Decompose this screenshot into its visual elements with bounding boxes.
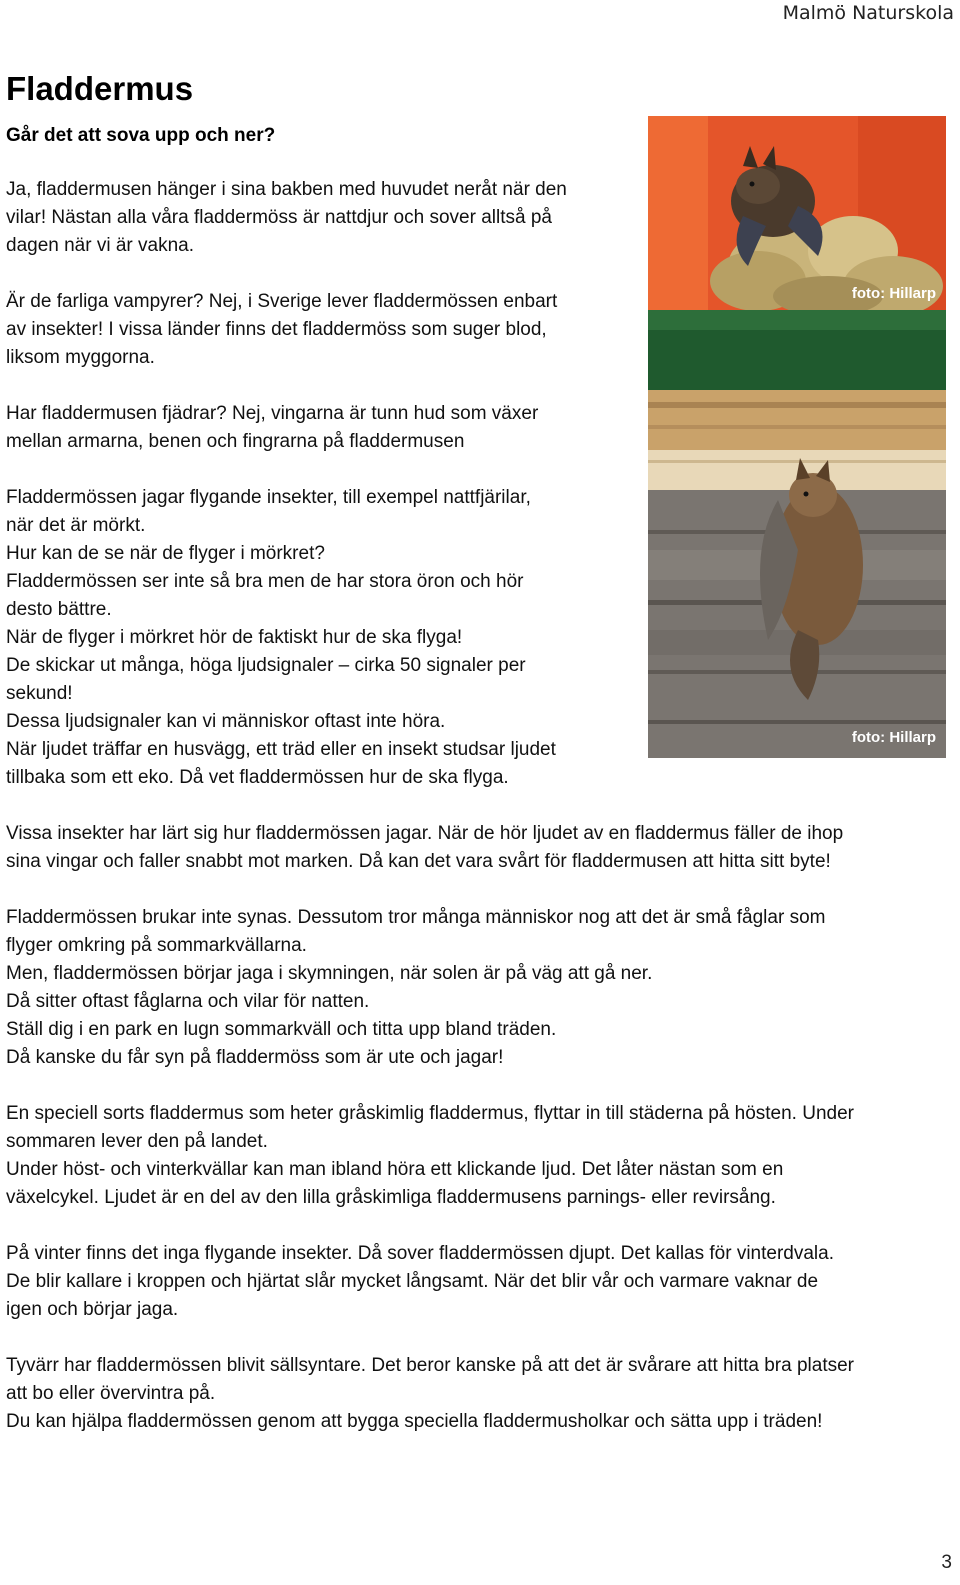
text-line: Har fladdermusen fjädrar? Nej, vingarna är tunn hud som växer: [6, 403, 539, 424]
text-line: Fladdermössen jagar flygande insekter, till exempel nattfjärilar,: [6, 487, 531, 508]
photo-credit: foto: Hillarp: [851, 729, 936, 746]
paragraph: [6, 820, 956, 876]
text-line: när det är mörkt.: [6, 515, 146, 536]
bat-photo-glove: [648, 116, 946, 310]
text-line: Då kanske du får syn på fladdermöss som är ute och jagar!: [6, 1047, 504, 1068]
text-line: De blir kallare i kroppen och hjärtat slår mycket långsamt. När det blir vår och varmare vaknar de: [6, 1271, 819, 1292]
text-line: Är de farliga vampyrer? Nej, i Sverige lever fladdermössen enbart: [6, 291, 558, 312]
paragraph: [6, 1240, 956, 1324]
page-title: Fladdermus: [6, 70, 194, 107]
text-line: Dessa ljudsignaler kan vi människor oftast inte höra.: [6, 711, 446, 732]
paragraph: [6, 176, 636, 260]
text-line: vilar! Nästan alla våra fladdermöss är nattdjur och sover alltså på: [6, 207, 552, 228]
text-line: Hur kan de se när de flyger i mörkret?: [6, 543, 325, 564]
bat-photo-wall: [648, 310, 946, 758]
text-line: av insekter! I vissa länder finns det fladdermöss som suger blod,: [6, 319, 547, 340]
page-subtitle: Går det att sova upp och ner?: [6, 125, 276, 146]
text-line: sina vingar och faller snabbt mot marken. Då kan det vara svårt för fladdermusen att hitta sitt byte!: [6, 851, 831, 872]
photo-credit: foto: Hillarp: [851, 285, 936, 302]
text-line: Fladdermössen brukar inte synas. Dessutom tror många människor nog att det är små fåglar som: [6, 907, 826, 928]
paragraph: [6, 904, 956, 1072]
text-line: flyger omkring på sommarkvällarna.: [6, 935, 307, 956]
text-line: Då sitter oftast fåglarna och vilar för natten.: [6, 991, 370, 1012]
text-line: dagen när vi är vakna.: [6, 235, 195, 256]
text-line: När de flyger i mörkret hör de faktiskt hur de ska flyga!: [6, 627, 463, 648]
paragraph: [6, 484, 636, 792]
text-line: På vinter finns det inga flygande insekter. Då sover fladdermössen djupt. Det kallas för vinterdvala.: [6, 1243, 834, 1264]
bat-in-glove-illustration: [648, 116, 946, 310]
text-line: att bo eller övervintra på.: [6, 1383, 216, 1404]
header-org: Malmö Naturskola: [782, 2, 954, 24]
text-line: Under höst- och vinterkvällar kan man ibland höra ett klickande ljud. Det låter nästan som en: [6, 1159, 784, 1180]
text-line: De skickar ut många, höga ljudsignaler – cirka 50 signaler per: [6, 655, 526, 676]
text-line: När ljudet träffar en husvägg, ett träd eller en insekt studsar ljudet: [6, 739, 556, 760]
paragraph: [6, 1100, 956, 1212]
paragraph: [6, 288, 636, 372]
text-line: igen och börjar jaga.: [6, 1299, 179, 1320]
page-number: 3: [941, 1552, 952, 1573]
text-line: mellan armarna, benen och fingrarna på fladdermusen: [6, 431, 465, 452]
text-line: Ställ dig i en park en lugn sommarkväll och titta upp bland träden.: [6, 1019, 557, 1040]
text-line: Vissa insekter har lärt sig hur fladdermössen jagar. När de hör ljudet av en fladdermus fäller de ihop: [6, 823, 844, 844]
bat-on-wall-illustration: [648, 310, 946, 758]
text-line: växelcykel. Ljudet är en del av den lilla gråskimliga fladdermusens parnings- eller revirsång.: [6, 1187, 776, 1208]
text-line: Fladdermössen ser inte så bra men de har stora öron och hör: [6, 571, 524, 592]
text-line: En speciell sorts fladdermus som heter gråskimlig fladdermus, flyttar in till städerna på hösten. Under: [6, 1103, 854, 1124]
text-line: sekund!: [6, 683, 73, 704]
text-line: liksom myggorna.: [6, 347, 155, 368]
text-line: Men, fladdermössen börjar jaga i skymningen, när solen är på väg att gå ner.: [6, 963, 653, 984]
text-line: Tyvärr har fladdermössen blivit sällsyntare. Det beror kanske på att det är svårare att hitta bra platser: [6, 1355, 854, 1376]
text-line: Ja, fladdermusen hänger i sina bakben med huvudet neråt när den: [6, 179, 567, 200]
paragraph: [6, 400, 636, 456]
text-line: tillbaka som ett eko. Då vet fladdermössen hur de ska flyga.: [6, 767, 509, 788]
text-line: desto bättre.: [6, 599, 112, 620]
paragraph: [6, 1352, 956, 1436]
text-line: sommaren lever den på landet.: [6, 1131, 268, 1152]
text-line: Du kan hjälpa fladdermössen genom att bygga speciella fladdermusholkar och sätta upp i träden!: [6, 1411, 823, 1432]
